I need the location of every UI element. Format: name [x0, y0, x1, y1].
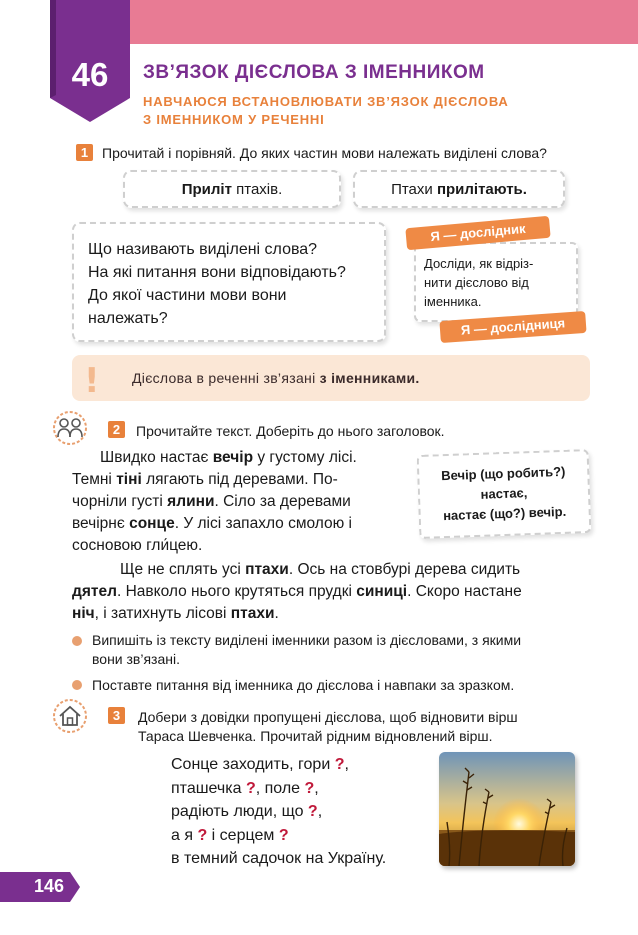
question-line: належать? [88, 310, 168, 327]
poem-text: пташечка [171, 779, 246, 797]
example-card-left [123, 170, 341, 208]
highlighted-word: птахи [245, 561, 289, 578]
poem-text: , [344, 756, 349, 773]
example-text: птахів. [231, 180, 283, 198]
task3-instruction-line: Тараса Шевченка. Прочитай рідним відновлений вірш. [138, 728, 493, 744]
story-text: Темні [72, 471, 117, 488]
story-text: сосновою гли́цею. [72, 537, 203, 554]
highlighted-word: ніч [72, 605, 95, 622]
question-line: До якої частини мови вони [88, 287, 287, 304]
poem-text: Сонце заходить, гори [171, 756, 335, 773]
task-number-1: 1 [76, 144, 93, 161]
story-text: . Навколо нього крутяться прудкі [116, 583, 357, 600]
highlighted-word: сонце [129, 515, 175, 532]
story-line [72, 535, 400, 557]
story-line [72, 491, 400, 513]
bullet-text: Поставте питання від іменника до дієслова і навпаки за зразком. [92, 677, 515, 693]
sample-note-line: Вечір (що робить?) [440, 463, 566, 484]
story-text: . У лісі запахло смолою і [174, 515, 352, 532]
example-text: Птахи [391, 180, 437, 198]
poem-text: а я [171, 826, 198, 844]
rule-text-bold: з іменниками. [319, 370, 420, 386]
task-number-3: 3 [108, 707, 125, 724]
story-text: лягають під деревами. По- [141, 471, 338, 488]
poem-line [171, 800, 386, 824]
example-bold: Приліт [181, 180, 232, 198]
task2-instruction: Прочитайте текст. Доберіть до нього заголовок. [136, 423, 445, 439]
rule-box [72, 355, 590, 401]
task-number-2: 2 [108, 421, 125, 438]
story-text: вечірнє [72, 515, 130, 532]
story-text: чорніли густі [72, 493, 168, 510]
poem-text: радіють люди, що [171, 803, 308, 820]
highlighted-word: ялини [167, 493, 215, 510]
rule-text-main: Дієслова в реченні зв’язані [132, 370, 320, 386]
lesson-subtitle-line: З ІМЕННИКОМ У РЕЧЕННІ [143, 112, 325, 127]
poem-line [171, 753, 386, 777]
example-bold: прилітають. [436, 180, 527, 198]
highlighted-word: дятел [72, 583, 117, 600]
highlighted-word: тіні [116, 471, 142, 488]
researcher-note-line: іменника. [424, 294, 482, 309]
task3-instruction-line: Добери з довідки пропущені дієслова, щоб відновити вірш [138, 709, 518, 725]
sample-note-line: настає (що?) вечір. [442, 503, 567, 524]
questions-card [72, 222, 386, 342]
story-text: Швидко настає [100, 449, 213, 466]
missing-word-marker: ? [304, 779, 315, 797]
story-text-wide [72, 559, 588, 625]
poem-line [171, 824, 386, 848]
story-line [72, 603, 588, 625]
researcher-note-card [414, 242, 578, 322]
researcher-note-line: нити дієслово від [424, 275, 529, 290]
home-task-icon [52, 698, 88, 734]
pair-work-icon [52, 410, 88, 446]
lesson-subtitle-line: НАВЧАЮСЯ ВСТАНОВЛЮВАТИ ЗВ’ЯЗОК ДІЄСЛОВА [143, 94, 509, 109]
story-text: Ще не сплять усі [120, 561, 246, 578]
poem-text: і серцем [207, 826, 279, 844]
story-line [72, 469, 400, 491]
missing-word-marker: ? [334, 756, 345, 773]
bullet-text: Випишіть із тексту виділені іменники разом із дієсловами, з якими [92, 632, 522, 648]
story-line [72, 581, 588, 603]
missing-word-marker: ? [245, 779, 256, 797]
question-line: Що називають виділені слова? [88, 241, 318, 258]
missing-word-marker: ? [278, 826, 289, 844]
sample-note-line: настає, [480, 485, 528, 502]
header-band [130, 0, 638, 44]
highlighted-word: синиці [356, 583, 408, 600]
researcher-note-line: Досліди, як відріз- [424, 256, 534, 271]
bullet-icon [72, 636, 82, 646]
poem-text: , [314, 779, 319, 797]
bullet-icon [72, 680, 82, 690]
rule-text [132, 370, 420, 386]
bullet-text: вони зв’язані. [92, 651, 180, 667]
task3-instruction [138, 708, 518, 746]
poem-text: , [317, 803, 323, 820]
story-text: , і затихнуть лісові [94, 605, 231, 622]
example-card-right [353, 170, 565, 208]
sample-note-card [417, 449, 592, 539]
poem-line [171, 777, 386, 801]
highlighted-word: вечір [212, 449, 254, 466]
story-text: у густому лісі. [253, 449, 357, 466]
story-text: . [274, 605, 279, 622]
page-number: 146 [34, 876, 65, 896]
story-line [72, 447, 400, 469]
task1-instruction: Прочитай і порівняй. До яких частин мови належать виділені слова? [102, 145, 547, 161]
lesson-number: 46 [71, 56, 109, 93]
highlighted-word: птахи [230, 605, 275, 622]
story-line [72, 559, 588, 581]
story-text: . Сіло за деревами [214, 493, 351, 510]
sunset-field-photo [439, 752, 575, 866]
exclamation-icon: ! [84, 361, 100, 401]
poem [171, 753, 386, 871]
lesson-subtitle [143, 93, 563, 129]
missing-word-marker: ? [197, 826, 208, 844]
bullet-item [92, 631, 592, 669]
poem-text: , поле [255, 779, 305, 797]
researcher-label-female: Я — дослідниця [439, 311, 586, 343]
story-line [72, 513, 400, 535]
researcher-label-male: Я — дослідник [405, 216, 550, 250]
bullet-item [92, 676, 592, 695]
poem-text: в темний садочок на Україну. [171, 850, 387, 867]
story-text: . Ось на стовбурі дерева сидить [288, 561, 521, 578]
story-text: . Скоро настане [407, 583, 522, 600]
question-line: На які питання вони відповідають? [88, 264, 346, 281]
poem-line [171, 847, 386, 871]
story-text-narrow [72, 447, 400, 557]
missing-word-marker: ? [307, 803, 318, 820]
lesson-title: ЗВ’ЯЗОК ДІЄСЛОВА З ІМЕННИКОМ [143, 62, 485, 83]
